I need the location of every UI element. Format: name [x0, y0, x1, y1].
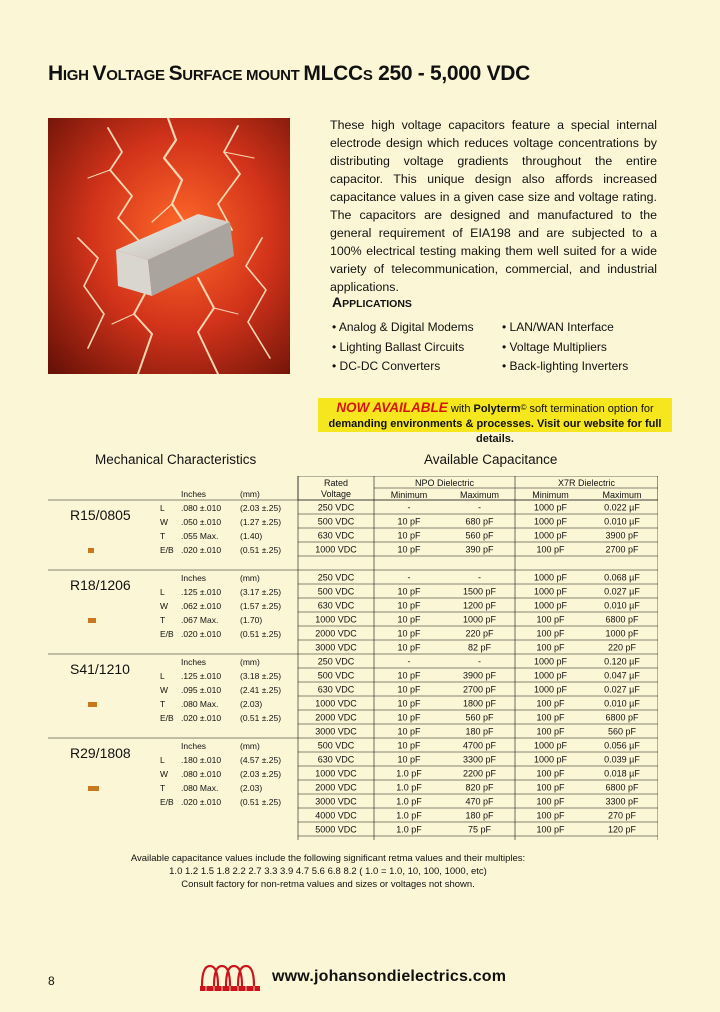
x7r-min-cell: 1000 pF: [533, 586, 568, 597]
x7r-min-cell: 100 pF: [536, 642, 565, 653]
list-item: • Back-lighting Inverters: [502, 357, 628, 377]
npo-min-cell: 10 pF: [397, 516, 421, 527]
npo-min-cell: 1.0 pF: [396, 810, 422, 821]
npo-max-cell: 680 pF: [465, 516, 494, 527]
dimension-label: W: [160, 769, 169, 779]
capacitance-heading: Available Capacitance: [424, 452, 558, 467]
npo-min-cell: 10 pF: [397, 754, 421, 765]
npo-max-cell: 3300 pF: [462, 754, 497, 765]
x7r-max-cell: 0.120 µF: [604, 656, 640, 667]
x7r-max-cell: 0.010 µF: [604, 600, 640, 611]
rated-voltage-cell: 2000 VDC: [315, 782, 357, 793]
rated-voltage-cell: 1000 VDC: [315, 614, 357, 625]
x7r-max-cell: 0.027 µF: [604, 586, 640, 597]
x7r-min-cell: 1000 pF: [533, 754, 568, 765]
dimension-value: .125 ±.010: [181, 671, 222, 681]
rated-voltage-cell: 630 VDC: [317, 754, 355, 765]
intro-paragraph: These high voltage capacitors feature a special internal electrode design which reduces voltage concentrations by distributing voltage gradients throughout the entire capacitor. This unique design also affords increased capacitance values in a given case size and voltage rating. The capacitors are designed and manufactured to the general requirement of EIA198 and are subjected to a 100% electrical testing making them well suited for a wide variety of telecommunication, commercial, and industrial applications.: [330, 118, 657, 294]
dimension-label: T: [160, 699, 166, 709]
dimension-label: T: [160, 783, 166, 793]
dimension-value-mm: (1.70): [240, 615, 263, 625]
x7r-min-cell: 100 pF: [536, 796, 565, 807]
rated-voltage-cell: 1000 VDC: [315, 544, 357, 555]
x7r-max-cell: 6800 pF: [605, 712, 639, 723]
applications-list-right: [502, 318, 628, 377]
rated-voltage-cell: 250 VDC: [317, 572, 355, 583]
npo-max-cell: 4700 pF: [462, 740, 497, 751]
website-link-text: demanding environments & processes. Visit our website for full details.: [328, 418, 662, 445]
rated-voltage-cell: 3000 VDC: [315, 796, 357, 807]
footnote-line: 1.0 1.2 1.5 1.8 2.2 2.7 3.3 3.9 4.7 5.6 6.8 8.2 ( 1.0 = 1.0, 10, 100, 1000, etc): [169, 866, 487, 877]
dimension-value: .080 Max.: [181, 783, 219, 793]
npo-max-cell: -: [478, 502, 481, 513]
dimension-header: (mm): [240, 573, 260, 583]
x7r-max-cell: 0.027 µF: [604, 684, 640, 695]
npo-max-cell: 390 pF: [465, 544, 494, 555]
x7r-max-cell: 0.018 µF: [604, 768, 640, 779]
part-number: R29/1808: [70, 745, 131, 761]
x7r-max-cell: 0.010 µF: [604, 516, 640, 527]
footnote: [48, 852, 608, 891]
applications-heading: APPLICATIONS: [332, 294, 412, 310]
list-item: • Analog & Digital Modems: [332, 318, 474, 338]
rated-voltage-cell: 2000 VDC: [315, 712, 357, 723]
list-item: • LAN/WAN Interface: [502, 318, 628, 338]
npo-max-cell: 820 pF: [465, 782, 494, 793]
npo-min-cell: 10 pF: [397, 586, 421, 597]
dimension-label: W: [160, 685, 169, 695]
x7r-max-cell: 560 pF: [607, 726, 637, 737]
npo-min-cell: 10 pF: [397, 684, 421, 695]
mechanical-heading: Mechanical Characteristics: [95, 452, 257, 467]
dimension-label: W: [160, 601, 169, 611]
x7r-max-cell: 6800 pF: [605, 782, 639, 793]
chip-size-icon: [88, 618, 96, 623]
x7r-min-cell: 100 pF: [536, 698, 565, 709]
dimension-header: (mm): [240, 489, 260, 499]
rated-voltage-cell: 3000 VDC: [315, 726, 357, 737]
npo-min-cell: 10 pF: [397, 544, 421, 555]
dimension-header: (mm): [240, 657, 260, 667]
dimension-value-mm: (2.03): [240, 699, 263, 709]
npo-max-cell: 180 pF: [465, 810, 494, 821]
dimension-value: .095 ±.010: [181, 685, 222, 695]
x7r-max-cell: 3300 pF: [605, 796, 639, 807]
rated-voltage-cell: 250 VDC: [317, 656, 355, 667]
x7r-min-cell: 1000 pF: [533, 572, 568, 583]
part-number: S41/1210: [70, 661, 130, 677]
npo-min-cell: 10 pF: [397, 628, 421, 639]
npo-min-cell: 10 pF: [397, 740, 421, 751]
npo-min-cell: 10 pF: [397, 614, 421, 625]
x7r-max-cell: 120 pF: [607, 824, 637, 835]
footnote-line: Available capacitance values include the following significant retma values and their multiples:: [130, 853, 526, 864]
x7r-min-cell: 100 pF: [536, 628, 565, 639]
dimension-value: .062 ±.010: [181, 601, 222, 611]
npo-max-cell: 3900 pF: [462, 670, 497, 681]
x7r-max-cell: 220 pF: [607, 642, 637, 653]
minimum-header: Minimum: [532, 490, 569, 500]
x7r-max-cell: 6800 pF: [605, 614, 639, 625]
npo-max-cell: 1200 pF: [462, 600, 497, 611]
rated-voltage-cell: 3000 VDC: [315, 642, 357, 653]
npo-max-cell: 1000 pF: [462, 614, 497, 625]
dimension-value-mm: (3.18 ±.25): [240, 671, 282, 681]
dimension-value: .080 Max.: [181, 699, 219, 709]
rated-voltage-cell: 2000 VDC: [315, 628, 357, 639]
x7r-min-cell: 1000 pF: [533, 656, 568, 667]
chip-size-icon: [88, 702, 97, 707]
dimension-value-mm: (2.41 ±.25): [240, 685, 282, 695]
rated-voltage-header: Voltage: [320, 489, 352, 499]
npo-max-cell: 470 pF: [465, 796, 494, 807]
dimension-label: L: [160, 671, 165, 681]
x7r-max-cell: 0.022 µF: [604, 502, 640, 513]
npo-min-cell: 10 pF: [397, 726, 421, 737]
x7r-max-cell: 0.056 µF: [604, 740, 640, 751]
dimension-value-mm: (0.51 ±.25): [240, 545, 282, 555]
dimension-value: .067 Max.: [181, 615, 219, 625]
npo-max-cell: 75 pF: [467, 824, 492, 835]
npo-max-cell: 560 pF: [465, 530, 494, 541]
dimension-value: .020 ±.010: [181, 629, 222, 639]
rated-voltage-cell: 1000 VDC: [315, 698, 357, 709]
x7r-max-cell: 1000 pF: [605, 628, 639, 639]
npo-max-cell: 1500 pF: [462, 586, 497, 597]
x7r-min-cell: 100 pF: [536, 614, 565, 625]
maximum-header: Maximum: [602, 490, 642, 500]
maximum-header: Maximum: [459, 490, 500, 500]
rated-voltage-cell: 630 VDC: [317, 600, 355, 611]
rated-voltage-cell: 5000 VDC: [315, 824, 357, 835]
rated-voltage-cell: 630 VDC: [317, 530, 355, 541]
part-number: R18/1206: [70, 577, 131, 593]
list-item: • DC-DC Converters: [332, 357, 474, 377]
capacitance-table: [48, 476, 658, 840]
rated-voltage-cell: 500 VDC: [317, 740, 355, 751]
part-number: R15/0805: [70, 507, 131, 523]
npo-max-cell: 1800 pF: [462, 698, 497, 709]
footnote-line: Consult factory for non-retma values and sizes or voltages not shown.: [181, 879, 475, 890]
x7r-min-cell: 1000 pF: [533, 600, 568, 611]
dimension-value: .055 Max.: [181, 531, 219, 541]
page-number: 8: [48, 974, 55, 988]
list-item: • Lighting Ballast Circuits: [332, 338, 474, 358]
x7r-min-cell: 100 pF: [536, 782, 565, 793]
npo-min-cell: -: [407, 502, 411, 513]
dimension-label: L: [160, 587, 165, 597]
npo-dielectric-header: NPO Dielectric: [414, 478, 475, 488]
website-url[interactable]: www.johansondielectrics.com: [272, 968, 507, 985]
dimension-value-mm: (0.51 ±.25): [240, 629, 282, 639]
dimension-label: E/B: [160, 797, 174, 807]
dimension-value-mm: (0.51 ±.25): [240, 713, 282, 723]
chip-size-icon: [88, 786, 99, 791]
page-title: HIGH VOLTAGE SURFACE MOUNT MLCCS 250 - 5,000 VDC: [48, 62, 531, 85]
rated-voltage-header: Rated: [323, 478, 349, 488]
dimension-value-mm: (2.03): [240, 783, 263, 793]
dimension-value-mm: (1.40): [240, 531, 263, 541]
x7r-min-cell: 100 pF: [536, 824, 565, 835]
npo-min-cell: 10 pF: [397, 530, 421, 541]
now-available-label: NOW AVAILABLE: [336, 400, 448, 415]
rated-voltage-cell: 1000 VDC: [315, 768, 357, 779]
dimension-label: E/B: [160, 629, 174, 639]
npo-max-cell: 2200 pF: [462, 768, 497, 779]
dimension-header: Inches: [181, 489, 207, 499]
dimension-value-mm: (2.03 ±.25): [240, 503, 282, 513]
x7r-max-cell: 0.039 µF: [604, 754, 640, 765]
dimension-label: T: [160, 531, 166, 541]
x7r-min-cell: 1000 pF: [533, 684, 568, 695]
npo-min-cell: -: [407, 656, 411, 667]
rated-voltage-cell: 250 VDC: [317, 502, 355, 513]
npo-min-cell: 10 pF: [397, 698, 421, 709]
dimension-header: (mm): [240, 741, 260, 751]
dimension-value: .080 ±.010: [181, 503, 222, 513]
now-available-banner: NOW AVAILABLE with Polyterm© soft termination option for demanding environments & processes. Visit our website for full details.: [318, 398, 672, 432]
rated-voltage-cell: 630 VDC: [317, 684, 355, 695]
x7r-max-cell: 0.047 µF: [604, 670, 640, 681]
rated-voltage-cell: 4000 VDC: [315, 810, 357, 821]
rated-voltage-cell: 500 VDC: [317, 670, 355, 681]
x7r-min-cell: 100 pF: [536, 768, 565, 779]
rated-voltage-cell: 500 VDC: [317, 586, 355, 597]
lightning-capacitor-photo: [48, 118, 290, 374]
npo-min-cell: 1.0 pF: [396, 796, 422, 807]
npo-max-cell: -: [478, 656, 481, 667]
x7r-dielectric-header: X7R Dielectric: [557, 478, 616, 488]
dimension-header: Inches: [181, 573, 207, 583]
minimum-header: Minimum: [390, 490, 428, 500]
dimension-header: Inches: [181, 741, 207, 751]
dimension-value: .020 ±.010: [181, 545, 222, 555]
dimension-value: .020 ±.010: [181, 713, 222, 723]
x7r-min-cell: 100 pF: [536, 544, 565, 555]
x7r-min-cell: 1000 pF: [533, 530, 568, 541]
johanson-logo-icon: [198, 962, 264, 994]
x7r-min-cell: 100 pF: [536, 810, 565, 821]
rated-voltage-cell: 500 VDC: [317, 516, 355, 527]
x7r-max-cell: 2700 pF: [605, 544, 639, 555]
dimension-label: T: [160, 615, 166, 625]
npo-max-cell: 2700 pF: [462, 684, 497, 695]
npo-min-cell: 1.0 pF: [396, 782, 422, 793]
x7r-min-cell: 1000 pF: [533, 516, 568, 527]
dimension-value: .180 ±.010: [181, 755, 222, 765]
x7r-min-cell: 1000 pF: [533, 740, 568, 751]
npo-min-cell: 10 pF: [397, 712, 421, 723]
dimension-value-mm: (3.17 ±.25): [240, 587, 282, 597]
dimension-value-mm: (1.57 ±.25): [240, 601, 282, 611]
dimension-label: L: [160, 755, 165, 765]
npo-max-cell: 560 pF: [465, 712, 494, 723]
dimension-value-mm: (2.03 ±.25): [240, 769, 282, 779]
npo-min-cell: 1.0 pF: [396, 824, 422, 835]
x7r-min-cell: 100 pF: [536, 726, 565, 737]
x7r-min-cell: 100 pF: [536, 712, 565, 723]
dimension-value: .125 ±.010: [181, 587, 222, 597]
npo-min-cell: 1.0 pF: [396, 768, 422, 779]
x7r-max-cell: 0.068 µF: [604, 572, 640, 583]
dimension-value-mm: (4.57 ±.25): [240, 755, 282, 765]
npo-min-cell: 10 pF: [397, 670, 421, 681]
npo-min-cell: 10 pF: [397, 642, 421, 653]
dimension-value: .050 ±.010: [181, 517, 222, 527]
x7r-max-cell: 3900 pF: [605, 530, 639, 541]
applications-list-left: [332, 318, 474, 377]
x7r-min-cell: 1000 pF: [533, 502, 568, 513]
npo-max-cell: 82 pF: [467, 642, 492, 653]
dimension-label: L: [160, 503, 165, 513]
x7r-max-cell: 0.010 µF: [604, 698, 640, 709]
dimension-value-mm: (1.27 ±.25): [240, 517, 282, 527]
dimension-label: W: [160, 517, 169, 527]
npo-min-cell: 10 pF: [397, 600, 421, 611]
x7r-max-cell: 270 pF: [607, 810, 637, 821]
x7r-min-cell: 1000 pF: [533, 670, 568, 681]
dimension-header: Inches: [181, 657, 207, 667]
npo-min-cell: -: [407, 572, 411, 583]
dimension-label: E/B: [160, 545, 174, 555]
dimension-value: .080 ±.010: [181, 769, 222, 779]
chip-size-icon: [88, 548, 94, 553]
npo-max-cell: 180 pF: [465, 726, 494, 737]
list-item: • Voltage Multipliers: [502, 338, 628, 358]
dimension-label: E/B: [160, 713, 174, 723]
dimension-value: .020 ±.010: [181, 797, 222, 807]
dimension-value-mm: (0.51 ±.25): [240, 797, 282, 807]
npo-max-cell: 220 pF: [465, 628, 494, 639]
npo-max-cell: -: [478, 572, 481, 583]
